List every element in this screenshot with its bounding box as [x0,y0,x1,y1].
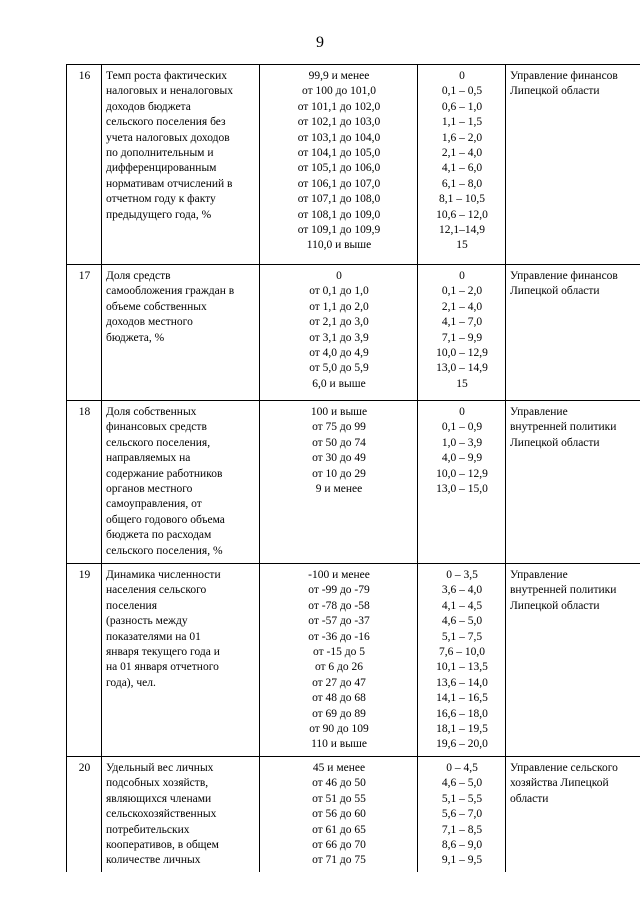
range-value: от 105,1 до 106,0 [297,162,381,175]
responsible-line: области [510,792,549,805]
indicator-name-line: Доля собственных [106,406,197,418]
score-value: 15 [456,239,468,252]
score-value: 6,1 – 8,0 [441,177,483,190]
indicator-name-line: объеме собственных [106,300,207,313]
indicator-name-line: подсобных хозяйств, [106,777,209,790]
score-value: 8,6 – 9,0 [441,838,483,851]
indicator-name-line: налоговых и неналоговых [106,85,234,98]
indicator-name-line: предыдущего года, % [106,208,212,221]
range-value: от 90 до 109 [309,723,369,736]
indicator-name-line: доходов бюджета [106,100,191,113]
indicator-name-line: показателями на 01 [106,630,201,643]
score-value: 1,0 – 3,9 [441,436,483,449]
responsible-line: Липецкой области [510,285,600,298]
range-value: от 50 до 74 [312,436,366,449]
responsible-line: Липецкой области [510,85,600,98]
indicator-name-line: нормативам отчислений в [106,177,233,190]
score-value: 13,6 – 14,0 [436,676,488,689]
range-value: от 1,1 до 2,0 [309,300,369,313]
indicator-name-line: населения сельского [106,584,207,597]
range-value: от -57 до -37 [308,615,370,628]
indicator-name-line: сельского поселения без [106,116,226,129]
score-value: 0 – 3,5 [446,569,478,581]
range-value: -100 и менее [308,569,370,581]
range-value: 99,9 и менее [308,70,370,82]
score-value: 10,6 – 12,0 [436,208,488,221]
indicator-name-line: самообложения граждан в [106,285,235,298]
table-row [67,564,640,757]
range-value: от 69 до 89 [312,707,366,720]
indicator-name-line: количестве личных [106,854,201,867]
range-value: от 4,0 до 4,9 [309,347,369,360]
responsible-line: Управление сельского [510,761,618,774]
indicator-scores [418,756,506,871]
range-value: от 106,1 до 107,0 [297,177,381,190]
row-number: 16 [67,65,102,265]
score-value: 1,6 – 2,0 [441,131,483,144]
table-row [67,401,640,564]
indicators-table-body [67,65,640,872]
indicator-name-line: Динамика численности [106,569,221,581]
indicator-name-line: кооперативов, в общем [106,838,219,851]
indicator-name-line: потребительских [106,823,190,836]
range-value: от -36 до -16 [308,630,370,643]
score-value: 18,1 – 19,5 [436,723,488,736]
score-value: 16,6 – 18,0 [436,707,488,720]
indicator-name-line: сельскохозяйственных [106,808,217,821]
indicators-table [66,64,640,872]
indicator-ranges [260,756,418,871]
score-value: 10,0 – 12,9 [436,347,488,360]
score-value: 12,1–14,9 [439,224,485,237]
range-value: от 48 до 68 [312,692,366,705]
score-value: 0,1 – 0,9 [441,421,483,434]
indicator-scores [418,564,506,757]
score-value: 0 – 4,5 [446,761,478,774]
indicator-name-line: являющихся членами [106,792,212,805]
score-value: 5,1 – 5,5 [441,792,483,805]
range-value: от 30 до 49 [312,452,366,465]
indicator-ranges [260,65,418,265]
indicator-name-line: содержание работников [106,467,223,480]
range-value: от 101,1 до 102,0 [297,100,381,113]
indicator-name-line: бюджета по расходам [106,529,212,542]
indicator-name-line: доходов местного [106,316,193,329]
responsible-body [506,265,640,401]
indicator-name-line: общего годового объема [106,513,225,526]
range-value: 45 и менее [312,761,366,774]
responsible-body [506,564,640,757]
score-value: 0,1 – 0,5 [441,85,483,98]
range-value: от 10 до 29 [312,467,366,480]
score-value: 4,1 – 7,0 [441,316,483,329]
indicator-ranges [260,564,418,757]
range-value: 110,0 и выше [306,239,372,252]
indicator-name [102,265,260,401]
range-value: от 56 до 60 [312,808,366,821]
range-value: 110 и выше [311,738,367,751]
indicator-name-line: направляемых на [106,452,191,465]
score-value: 9,1 – 9,5 [441,854,483,867]
range-value: от 100 до 101,0 [302,85,376,98]
responsible-line: внутренней политики [510,421,617,434]
indicator-scores [418,65,506,265]
responsible-line: Управление [510,406,568,418]
score-value: 0 [459,70,465,82]
range-value: от 107,1 до 108,0 [297,193,381,206]
indicator-name-line: органов местного [106,483,193,496]
score-value: 4,0 – 9,9 [441,452,483,465]
indicator-name-line: финансовых средств [106,421,207,434]
responsible-line: Управление финансов [510,270,618,282]
score-value: 13,0 – 14,9 [436,362,488,375]
indicator-name-line: бюджета, % [106,331,165,344]
responsible-line: Липецкой области [510,436,600,449]
indicator-name-line: Темп роста фактических [106,70,227,82]
score-value: 2,1 – 4,0 [441,300,483,313]
indicator-ranges [260,401,418,564]
score-value: 7,1 – 9,9 [441,331,483,344]
score-value: 4,6 – 5,0 [441,615,483,628]
row-number: 19 [67,564,102,757]
indicator-name-line: самоуправления, от [106,498,202,511]
indicator-name-line: дифференцированным [106,162,217,175]
row-number: 17 [67,265,102,401]
score-value: 7,6 – 10,0 [439,646,485,659]
range-value: от 66 до 70 [312,838,366,851]
indicator-ranges [260,265,418,401]
indicator-name [102,564,260,757]
table-row [67,265,640,401]
range-value: 6,0 и выше [312,377,366,390]
responsible-body [506,401,640,564]
range-value: от 2,1 до 3,0 [309,316,369,329]
table-row [67,756,640,871]
score-value: 15 [456,377,468,390]
range-value: 100 и выше [310,406,368,418]
range-value: от 0,1 до 1,0 [309,285,369,298]
score-value: 10,0 – 12,9 [436,467,488,480]
range-value: 9 и менее [315,483,363,496]
indicator-name-line: года), чел. [106,676,156,689]
page-number: 9 [316,34,324,51]
range-value: от 109,1 до 109,9 [297,224,381,237]
score-value: 4,6 – 5,0 [441,777,483,790]
range-value: от 71 до 75 [312,854,366,867]
responsible-body [506,65,640,265]
indicator-name-line: сельского поселения, % [106,544,223,557]
score-value: 0,1 – 2,0 [441,285,483,298]
score-value: 3,6 – 4,0 [441,584,483,597]
indicator-name-line: (разность между [106,615,188,628]
responsible-line: внутренней политики [510,584,617,597]
range-value: от -78 до -58 [308,599,370,612]
score-value: 2,1 – 4,0 [441,147,483,160]
row-number: 20 [67,756,102,871]
score-value: 7,1 – 8,5 [441,823,483,836]
indicator-name-line: на 01 января отчетного [106,661,219,674]
indicator-name-line: сельского поселения, [106,436,211,449]
range-value: от 104,1 до 105,0 [297,147,381,160]
indicator-name-line: января текущего года и [106,646,220,659]
range-value: от 3,1 до 3,9 [309,331,369,344]
score-value: 0 [459,270,465,282]
score-value: 14,1 – 16,5 [436,692,488,705]
range-value: от -99 до -79 [308,584,370,597]
indicator-name-line: отчетном году к факту [106,193,216,206]
range-value: от 5,0 до 5,9 [309,362,369,375]
range-value: от 61 до 65 [312,823,366,836]
responsible-line: Управление [510,569,568,581]
indicator-name-line: Доля средств [106,270,171,282]
score-value: 0,6 – 1,0 [441,100,483,113]
indicator-scores [418,265,506,401]
score-value: 1,1 – 1,5 [441,116,483,129]
range-value: от 102,1 до 103,0 [297,116,381,129]
responsible-body [506,756,640,871]
range-value: от 6 до 26 [314,661,364,674]
indicator-name-line: Удельный вес личных [106,761,214,774]
score-value: 8,1 – 10,5 [439,193,485,206]
range-value: от 103,1 до 104,0 [297,131,381,144]
table-row [67,65,640,265]
indicator-name [102,756,260,871]
score-value: 5,6 – 7,0 [441,808,483,821]
score-value: 4,1 – 4,5 [441,599,483,612]
indicator-scores [418,401,506,564]
score-value: 19,6 – 20,0 [436,738,488,751]
indicator-name [102,65,260,265]
range-value: от 27 до 47 [312,676,366,689]
range-value: от 108,1 до 109,0 [297,208,381,221]
row-number: 18 [67,401,102,564]
range-value: от 46 до 50 [312,777,366,790]
range-value: от 51 до 55 [312,792,366,805]
score-value: 10,1 – 13,5 [436,661,488,674]
responsible-line: Управление финансов [510,70,618,82]
range-value: от 75 до 99 [312,421,366,434]
indicator-name-line: учета налоговых доходов [106,131,230,144]
score-value: 0 [459,406,465,418]
indicator-name-line: по дополнительным и [106,147,214,160]
responsible-line: хозяйства Липецкой [510,777,609,790]
responsible-line: Липецкой области [510,599,600,612]
score-value: 13,0 – 15,0 [436,483,488,496]
score-value: 5,1 – 7,5 [441,630,483,643]
range-value: 0 [336,270,342,282]
indicator-name-line: поселения [106,599,157,612]
score-value: 4,1 – 6,0 [441,162,483,175]
range-value: от -15 до 5 [313,646,365,659]
indicator-name [102,401,260,564]
